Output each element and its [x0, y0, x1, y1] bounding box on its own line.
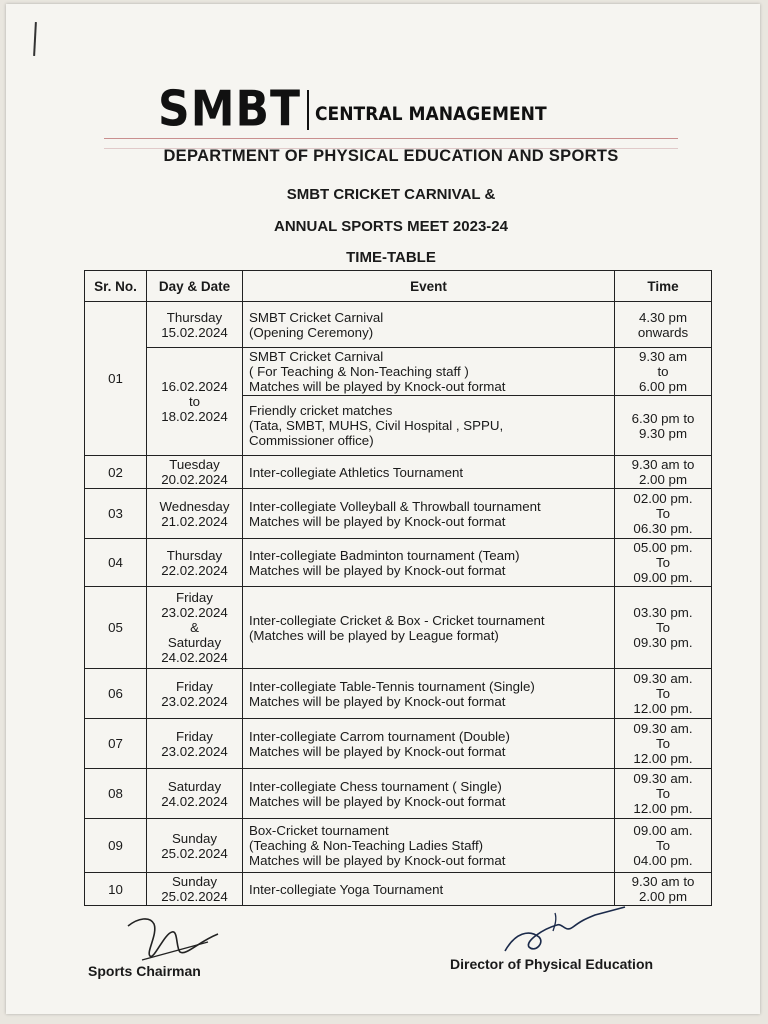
sr-no-cell: 10	[85, 873, 147, 906]
time-cell-line: 12.00 pm.	[633, 751, 693, 766]
pen-mark	[33, 22, 37, 56]
chairman-signature	[120, 912, 230, 966]
date-cell-line: Sunday	[171, 874, 218, 889]
sr-no-cell: 03	[85, 489, 147, 539]
time-cell	[615, 873, 712, 906]
event-cell	[243, 873, 615, 906]
timetable	[84, 270, 712, 906]
event-cell	[243, 489, 615, 539]
table-header-row	[85, 271, 712, 302]
event-cell-line: (Teaching & Non-Teaching Ladies Staff)	[249, 838, 484, 853]
table-row	[85, 348, 712, 396]
date-cell	[147, 669, 243, 719]
table-row	[85, 539, 712, 587]
smbt-logo: SMBT	[158, 80, 302, 138]
date-cell-line: 23.02.2024	[161, 605, 228, 620]
date-cell-line: Wednesday	[159, 498, 230, 514]
date-cell-line: 22.02.2024	[161, 562, 228, 578]
event-cell-line: Inter-collegiate Athletics Tournament	[249, 464, 464, 480]
event-cell-line: Matches will be played by Knock-out format	[249, 379, 506, 394]
date-cell-line: 24.02.2024	[161, 650, 228, 665]
event-cell-line: Inter-collegiate Volleyball & Throwball tournament	[249, 498, 541, 514]
date-cell-line: Tuesday	[169, 457, 220, 472]
date-cell-line: to	[188, 394, 201, 409]
time-cell-line: 6.30 pm to	[631, 410, 695, 426]
event-cell	[243, 396, 615, 456]
sports-chairman-label: Sports Chairman	[88, 963, 201, 979]
time-cell-line: 04.00 pm.	[633, 853, 693, 868]
time-cell-line: 2.00 pm	[638, 889, 688, 904]
header-rule	[104, 138, 678, 139]
event-cell	[243, 539, 615, 587]
date-cell-line: 25.02.2024	[161, 845, 228, 861]
table-row	[85, 769, 712, 819]
sr-no-cell: 02	[85, 456, 147, 489]
event-cell-line: (Tata, SMBT, MUHS, Civil Hospital , SPPU,	[249, 418, 504, 433]
table-row	[85, 819, 712, 873]
date-cell-line: &	[190, 620, 199, 635]
time-cell-line: 03.30 pm.	[633, 605, 693, 620]
time-cell	[615, 396, 712, 456]
event-cell-line: Inter-collegiate Carrom tournament (Double)	[249, 728, 510, 744]
date-cell-line: Sunday	[171, 830, 218, 846]
col-header-time: Time	[615, 271, 712, 302]
time-cell-line: To	[655, 620, 671, 635]
time-cell-line: 06.30 pm.	[633, 521, 693, 536]
event-cell-line: Matches will be played by Knock-out format	[249, 513, 506, 529]
time-cell-line: To	[655, 736, 671, 751]
event-cell-line: (Matches will be played by League format)	[249, 627, 499, 643]
time-cell-line: 12.00 pm.	[633, 801, 693, 816]
event-cell	[243, 669, 615, 719]
event-cell-line: Box-Cricket tournament	[249, 823, 389, 838]
event-cell-line: SMBT Cricket Carnival	[249, 349, 384, 364]
table-row	[85, 489, 712, 539]
director-signature	[495, 903, 635, 959]
title-line-3: TIME-TABLE	[346, 249, 436, 266]
col-header-event: Event	[243, 271, 615, 302]
time-cell-line: 9.30 am to	[631, 874, 695, 889]
time-cell	[615, 489, 712, 539]
time-cell-line: 4.30 pm	[638, 309, 688, 325]
title-line-2: ANNUAL SPORTS MEET 2023-24	[274, 218, 508, 235]
time-cell	[615, 539, 712, 587]
date-cell	[147, 873, 243, 906]
time-cell-line: To	[655, 838, 671, 853]
col-header-sr-no: Sr. No.	[85, 271, 147, 302]
table-row	[85, 302, 712, 348]
time-cell-line: to	[657, 364, 669, 379]
table-row	[85, 669, 712, 719]
time-cell-line: 05.00 pm.	[633, 540, 693, 555]
time-cell	[615, 456, 712, 489]
logo-divider	[307, 90, 309, 130]
time-cell-line: 2.00 pm	[638, 472, 688, 487]
date-cell-line: Thursday	[166, 547, 223, 563]
table-row	[85, 456, 712, 489]
event-cell	[243, 719, 615, 769]
date-cell	[147, 769, 243, 819]
sr-no-cell: 01	[85, 302, 147, 456]
date-cell-line: Saturday	[167, 778, 222, 794]
date-cell-line: Friday	[176, 590, 213, 605]
time-cell-line: To	[655, 506, 671, 521]
sr-no-cell: 05	[85, 587, 147, 669]
time-cell-line: 9.30 am	[638, 349, 688, 364]
time-cell-line: 02.00 pm.	[633, 491, 693, 506]
time-cell	[615, 719, 712, 769]
date-cell-line: 25.02.2024	[161, 889, 228, 904]
event-cell-line: (Opening Ceremony)	[249, 324, 374, 340]
date-cell	[147, 819, 243, 873]
date-cell	[147, 539, 243, 587]
date-cell-line: Friday	[176, 728, 213, 744]
event-cell-line: Inter-collegiate Cricket & Box - Cricket tournament	[249, 612, 545, 628]
time-cell	[615, 819, 712, 873]
time-cell-line: 6.00 pm	[638, 379, 688, 394]
director-label: Director of Physical Education	[450, 956, 654, 972]
time-cell	[615, 669, 712, 719]
date-cell-line: Friday	[176, 678, 213, 694]
time-cell-line: 9.30 pm	[638, 425, 688, 441]
date-cell	[147, 348, 243, 456]
event-cell	[243, 348, 615, 396]
title-line-1: SMBT CRICKET CARNIVAL &	[286, 186, 496, 203]
date-cell-line: 18.02.2024	[161, 409, 228, 424]
event-cell	[243, 302, 615, 348]
event-cell	[243, 819, 615, 873]
table-row	[85, 719, 712, 769]
date-cell-line: 23.02.2024	[161, 693, 228, 709]
event-cell-line: Matches will be played by Knock-out format	[249, 743, 506, 759]
date-cell-line: 15.02.2024	[161, 324, 228, 340]
time-cell-line: 09.30 am.	[633, 721, 693, 736]
date-cell-line: 24.02.2024	[161, 793, 228, 809]
event-cell	[243, 769, 615, 819]
letterhead-subtitle: CENTRAL MANAGEMENT	[315, 103, 547, 125]
time-cell	[615, 348, 712, 396]
time-cell	[615, 587, 712, 669]
date-cell	[147, 456, 243, 489]
event-cell-line: Matches will be played by Knock-out format	[249, 562, 506, 578]
event-cell-line: Inter-collegiate Table-Tennis tournament (Single)	[249, 678, 535, 694]
event-cell-line: Commissioner office)	[249, 433, 374, 448]
col-header-day-date: Day & Date	[147, 271, 243, 302]
event-cell-line: ( For Teaching & Non-Teaching staff )	[249, 364, 469, 379]
event-cell-line: Matches will be played by Knock-out format	[249, 693, 506, 709]
department-heading: DEPARTMENT OF PHYSICAL EDUCATION AND SPORTS	[163, 147, 619, 165]
date-cell	[147, 719, 243, 769]
time-cell	[615, 769, 712, 819]
time-cell-line: onwards	[637, 324, 689, 340]
date-cell-line: 23.02.2024	[161, 743, 228, 759]
date-cell-line: 20.02.2024	[161, 472, 228, 487]
sr-no-cell: 07	[85, 719, 147, 769]
time-cell-line: 09.30 pm.	[633, 635, 693, 650]
letterhead	[158, 80, 572, 138]
date-cell	[147, 587, 243, 669]
date-cell-line: 21.02.2024	[161, 513, 228, 529]
event-cell	[243, 587, 615, 669]
time-cell-line: 12.00 pm.	[633, 701, 693, 716]
event-cell-line: Inter-collegiate Yoga Tournament	[249, 881, 444, 897]
time-cell-line: 09.30 am.	[633, 671, 693, 686]
time-cell-line: To	[655, 555, 671, 570]
date-cell-line: Thursday	[166, 309, 223, 325]
sr-no-cell: 09	[85, 819, 147, 873]
event-cell-line: Inter-collegiate Badminton tournament (Team)	[249, 547, 520, 563]
time-cell	[615, 302, 712, 348]
event-cell	[243, 456, 615, 489]
sr-no-cell: 04	[85, 539, 147, 587]
event-cell-line: SMBT Cricket Carnival	[249, 309, 384, 325]
time-cell-line: 09.30 am.	[633, 771, 693, 786]
sr-no-cell: 08	[85, 769, 147, 819]
date-cell	[147, 489, 243, 539]
time-cell-line: To	[655, 786, 671, 801]
event-cell-line: Friendly cricket matches	[249, 403, 393, 418]
date-cell	[147, 302, 243, 348]
event-cell-line: Matches will be played by Knock-out format	[249, 853, 506, 868]
event-cell-line: Inter-collegiate Chess tournament ( Single)	[249, 778, 502, 794]
sr-no-cell: 06	[85, 669, 147, 719]
table-row	[85, 587, 712, 669]
date-cell-line: Saturday	[167, 635, 222, 650]
table-row	[85, 873, 712, 906]
time-cell-line: To	[655, 686, 671, 701]
time-cell-line: 9.30 am to	[631, 457, 695, 472]
date-cell-line: 16.02.2024	[161, 379, 228, 394]
time-cell-line: 09.00 am.	[633, 823, 693, 838]
time-cell-line: 09.00 pm.	[633, 570, 693, 585]
event-cell-line: Matches will be played by Knock-out format	[249, 793, 506, 809]
